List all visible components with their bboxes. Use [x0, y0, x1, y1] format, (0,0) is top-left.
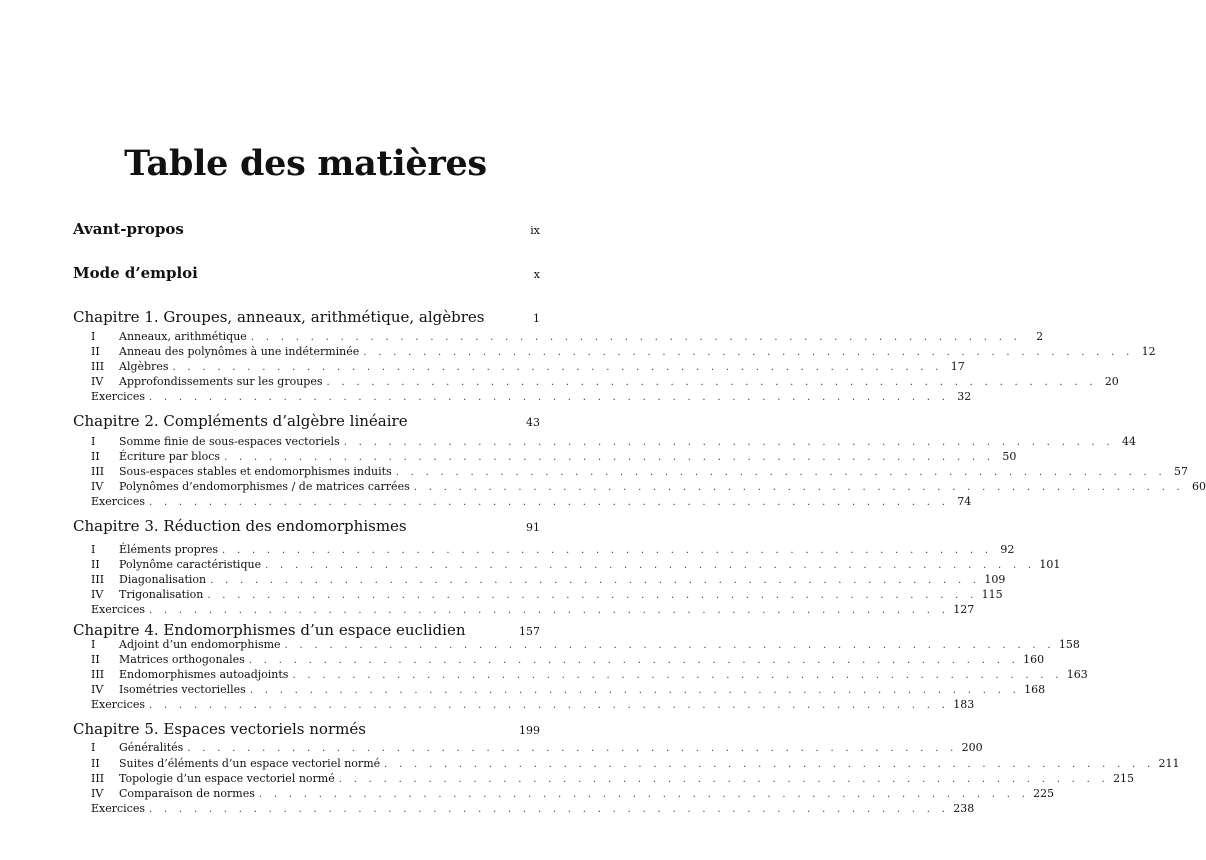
toc-section[interactable] — [91, 374, 1119, 389]
exercises-title: Exercices — [91, 603, 145, 616]
section-number: III — [91, 465, 105, 478]
leader-dots: . . . . . . . . . . . . . . . . . . . . . . . . . . . . . . . . . . . . . . . . . . . . . . . . . . . . . . — [149, 392, 950, 403]
leader-dots: . . . . . . . . . . . . . . . . . . . . . . . . . . . . . . . . . . . . . . . . . . . . . . . . . . . . — [248, 655, 1020, 666]
toc-section[interactable] — [91, 479, 1206, 494]
toc-section[interactable] — [91, 667, 1088, 682]
chapter-label: Chapitre 2. Compléments d’algèbre linéaire — [73, 412, 408, 430]
section-title: Matrices orthogonales — [119, 653, 245, 666]
section-title: Comparaison de normes — [119, 787, 255, 800]
section-page: 44 — [1122, 435, 1136, 448]
leader-dots: . . . . . . . . . . . . . . . . . . . . . . . . . . . . . . . . . . . . . . . . . . . . . . . . . . . . — [384, 759, 1155, 770]
section-title: Anneaux, arithmétique — [119, 330, 247, 343]
leader-dots: . . . . . . . . . . . . . . . . . . . . . . . . . . . . . . . . . . . . . . . . . . . . . . . . . . . . . . — [149, 497, 950, 508]
section-title: Approfondissements sur les groupes — [119, 375, 323, 388]
section-title: Diagonalisation — [119, 573, 207, 586]
toc-section[interactable] — [91, 434, 1136, 449]
section-number: I — [91, 330, 96, 343]
section-page: 32 — [957, 390, 972, 403]
leader-dots: . . . . . . . . . . . . . . . . . . . . . . . . . . . . . . . . . . . . . . . . . . . . . . . . . . . . — [172, 362, 943, 373]
section-page: 211 — [1158, 757, 1180, 770]
section-title: Anneau des polynômes à une indéterminée — [119, 345, 360, 358]
section-page: 127 — [953, 603, 975, 616]
toc-section[interactable] — [91, 637, 1080, 652]
leader-dots: . . . . . . . . . . . . . . . . . . . . . . . . . . . . . . . . . . . . . . . . . . . . . . . . . . . . — [326, 377, 1097, 388]
section-page: 20 — [1104, 375, 1119, 388]
toc-section[interactable] — [91, 587, 1003, 602]
leader-dots: . . . . . . . . . . . . . . . . . . . . . . . . . . . . . . . . . . . . . . . . . . . . . . . . . . . . . . — [149, 700, 950, 711]
section-number: III — [91, 668, 105, 681]
toc-chapter-5[interactable] — [73, 720, 540, 740]
toc-exercises[interactable] — [91, 494, 972, 509]
toc-section[interactable] — [91, 771, 1135, 786]
leader-dots: . . . . . . . . . . . . . . . . . . . . . . . . . . . . . . . . . . . . . . . . . . . . . . . . . . . . — [363, 347, 1134, 358]
section-number: IV — [91, 588, 104, 601]
leader-dots: . . . . . . . . . . . . . . . . . . . . . . . . . . . . . . . . . . . . . . . . . . . . . . . . . . . . — [222, 545, 993, 556]
section-number: I — [91, 741, 96, 754]
leader-dots: . . . . . . . . . . . . . . . . . . . . . . . . . . . . . . . . . . . . . . . . . . . . . . . . . . . . . . — [149, 804, 950, 815]
chapter-page: 1 — [533, 312, 540, 325]
toc-exercises[interactable] — [91, 697, 975, 712]
section-page: 115 — [981, 588, 1003, 601]
heading-label: Mode d’emploi — [73, 264, 198, 282]
section-title: Polynômes d’endomorphismes / de matrices carrées — [119, 480, 410, 493]
leader-dots: . . . . . . . . . . . . . . . . . . . . . . . . . . . . . . . . . . . . . . . . . . . . . . . . . . . . — [250, 332, 1022, 343]
toc-section[interactable] — [91, 786, 1055, 801]
leader-dots: . . . . . . . . . . . . . . . . . . . . . . . . . . . . . . . . . . . . . . . . . . . . . . . . . . . . — [284, 640, 1055, 651]
toc-chapter-1[interactable] — [73, 308, 540, 328]
toc-section[interactable] — [91, 557, 1061, 572]
toc-section[interactable] — [91, 359, 965, 374]
section-title: Endomorphismes autoadjoints — [119, 668, 289, 681]
section-number: IV — [91, 480, 104, 493]
heading-label: Avant-propos — [73, 220, 184, 238]
section-page: 2 — [1036, 330, 1044, 343]
section-number: II — [91, 757, 100, 770]
toc-front-mode-emploi[interactable] — [73, 264, 540, 284]
section-number: I — [91, 435, 96, 448]
chapter-label: Chapitre 3. Réduction des endomorphismes — [73, 517, 407, 535]
section-page: 215 — [1113, 772, 1135, 785]
section-title: Somme finie de sous-espaces vectoriels — [119, 435, 340, 448]
chapter-page: 91 — [526, 521, 540, 534]
leader-dots: . . . . . . . . . . . . . . . . . . . . . . . . . . . . . . . . . . . . . . . . . . . . . . . . . . . . — [249, 685, 1021, 696]
section-page: 12 — [1141, 345, 1156, 358]
section-title: Écriture par blocs — [119, 450, 221, 463]
toc-section[interactable] — [91, 464, 1188, 479]
heading-page: ix — [530, 224, 540, 237]
section-page: 17 — [950, 360, 965, 373]
section-number: IV — [91, 683, 104, 696]
leader-dots: . . . . . . . . . . . . . . . . . . . . . . . . . . . . . . . . . . . . . . . . . . . . . . . . . . . . — [338, 774, 1110, 785]
toc-section[interactable] — [91, 740, 983, 755]
section-number: I — [91, 638, 96, 651]
leader-dots: . . . . . . . . . . . . . . . . . . . . . . . . . . . . . . . . . . . . . . . . . . . . . . . . . . . . — [258, 789, 1030, 800]
section-page: 160 — [1023, 653, 1045, 666]
toc-section[interactable] — [91, 682, 1046, 697]
section-number: III — [91, 360, 105, 373]
toc-section[interactable] — [91, 652, 1045, 667]
leader-dots: . . . . . . . . . . . . . . . . . . . . . . . . . . . . . . . . . . . . . . . . . . . . . . . . . . . . — [265, 560, 1036, 571]
section-number: III — [91, 772, 105, 785]
leader-dots: . . . . . . . . . . . . . . . . . . . . . . . . . . . . . . . . . . . . . . . . . . . . . . . . . . . . — [187, 743, 958, 754]
section-page: 158 — [1058, 638, 1080, 651]
section-number: II — [91, 345, 100, 358]
section-page: 238 — [953, 802, 975, 815]
toc-section[interactable] — [91, 449, 1017, 464]
section-number: II — [91, 558, 100, 571]
toc-section[interactable] — [91, 542, 1015, 557]
toc-section[interactable] — [91, 329, 1044, 344]
section-page: 60 — [1192, 480, 1206, 493]
toc-section[interactable] — [91, 572, 1006, 587]
toc-section[interactable] — [91, 344, 1156, 359]
heading-page: x — [533, 268, 540, 281]
toc-front-avant-propos[interactable] — [73, 220, 540, 240]
toc-exercises[interactable] — [91, 801, 975, 816]
section-page: 101 — [1039, 558, 1061, 571]
chapter-label: Chapitre 4. Endomorphismes d’un espace euclidien — [73, 621, 466, 639]
toc-section[interactable] — [91, 756, 1180, 771]
section-number: I — [91, 543, 96, 556]
exercises-title: Exercices — [91, 802, 145, 815]
section-title: Sous-espaces stables et endomorphismes induits — [119, 465, 392, 478]
section-title: Éléments propres — [119, 543, 219, 556]
page-title: Table des matières — [124, 143, 487, 184]
section-page: 200 — [961, 741, 983, 754]
leader-dots: . . . . . . . . . . . . . . . . . . . . . . . . . . . . . . . . . . . . . . . . . . . . . . . . . . . . — [210, 575, 981, 586]
toc-exercises[interactable] — [91, 602, 975, 617]
section-number: III — [91, 573, 105, 586]
section-title: Polynôme caractéristique — [119, 558, 262, 571]
toc-chapter-2[interactable] — [73, 412, 540, 432]
section-page: 225 — [1033, 787, 1055, 800]
section-page: 183 — [953, 698, 975, 711]
section-page: 168 — [1024, 683, 1046, 696]
section-page: 109 — [984, 573, 1006, 586]
chapter-page: 157 — [519, 625, 540, 638]
leader-dots: . . . . . . . . . . . . . . . . . . . . . . . . . . . . . . . . . . . . . . . . . . . . . . . . . . . . — [224, 452, 995, 463]
exercises-title: Exercices — [91, 495, 145, 508]
leader-dots: . . . . . . . . . . . . . . . . . . . . . . . . . . . . . . . . . . . . . . . . . . . . . . . . . . . . . . — [149, 605, 950, 616]
chapter-page: 43 — [526, 416, 540, 429]
section-title: Isométries vectorielles — [119, 683, 246, 696]
section-page: 50 — [1002, 450, 1017, 463]
section-title: Adjoint d’un endomorphisme — [119, 638, 281, 651]
section-page: 163 — [1066, 668, 1088, 681]
section-title: Généralités — [119, 741, 184, 754]
leader-dots: . . . . . . . . . . . . . . . . . . . . . . . . . . . . . . . . . . . . . . . . . . . . . . . . . . . . — [207, 590, 978, 601]
section-title: Suites d’éléments d’un espace vectoriel normé — [119, 757, 381, 770]
leader-dots: . . . . . . . . . . . . . . . . . . . . . . . . . . . . . . . . . . . . . . . . . . . . . . . . . . . . — [395, 467, 1166, 478]
section-page: 57 — [1174, 465, 1188, 478]
section-page: 74 — [957, 495, 972, 508]
leader-dots: . . . . . . . . . . . . . . . . . . . . . . . . . . . . . . . . . . . . . . . . . . . . . . . . . . . . — [413, 482, 1185, 493]
leader-dots: . . . . . . . . . . . . . . . . . . . . . . . . . . . . . . . . . . . . . . . . . . . . . . . . . . . . — [343, 437, 1114, 448]
section-title: Topologie d’un espace vectoriel normé — [119, 772, 335, 785]
section-number: IV — [91, 787, 104, 800]
chapter-page: 199 — [519, 724, 540, 737]
section-number: II — [91, 450, 100, 463]
section-title: Algèbres — [119, 360, 169, 373]
toc-chapter-3[interactable] — [73, 517, 540, 537]
section-title: Trigonalisation — [119, 588, 204, 601]
section-number: II — [91, 653, 100, 666]
toc-exercises[interactable] — [91, 389, 972, 404]
section-number: IV — [91, 375, 104, 388]
exercises-title: Exercices — [91, 698, 145, 711]
leader-dots: . . . . . . . . . . . . . . . . . . . . . . . . . . . . . . . . . . . . . . . . . . . . . . . . . . . . — [292, 670, 1063, 681]
section-page: 92 — [1000, 543, 1015, 556]
chapter-label: Chapitre 5. Espaces vectoriels normés — [73, 720, 366, 738]
chapter-label: Chapitre 1. Groupes, anneaux, arithmétique, algèbres — [73, 308, 485, 326]
exercises-title: Exercices — [91, 390, 145, 403]
